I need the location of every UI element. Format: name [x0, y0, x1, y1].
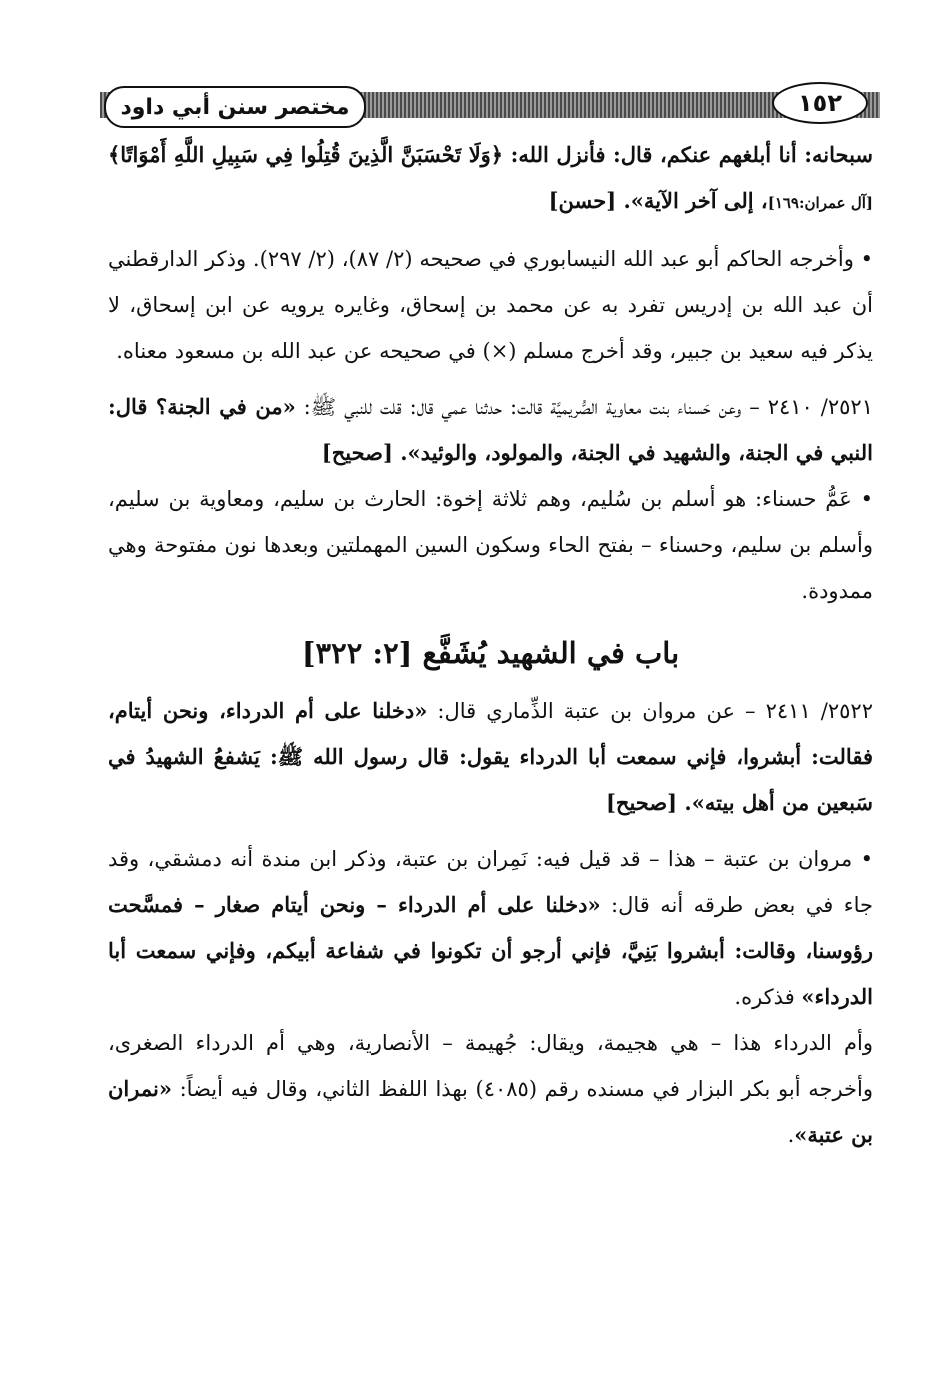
- page-number: ١٥٢: [772, 82, 868, 124]
- commentary-paragraph: [108, 836, 873, 1020]
- hadith-isnad: ٢٥٢٢/ ٢٤١١ – عن مروان بن عتبة الذِّماري قال:: [427, 699, 873, 723]
- quran-reference: [آل عمران:١٦٩]: [767, 194, 873, 212]
- commentary-text: .: [787, 1123, 795, 1147]
- commentary-paragraph: [108, 1020, 873, 1158]
- hadith-matn: «من في الجنة؟ قال: النبي في الجنة، والشهيد في الجنة، والمولود، والوئيد». [صحيح]: [108, 394, 873, 465]
- hadith-matn: «دخلنا على أم الدرداء، ونحن أيتام، فقالت: أبشروا، فإني سمعت أبا الدرداء يقول: قال رسول الله ﷺ: يَشفعُ الشهيدُ في سَبعين من أهل بيته». [صحيح]: [108, 698, 873, 815]
- quoted-name: «نمران بن عتبة»: [108, 1076, 873, 1147]
- grading-text: ، إلى آخر الآية». [حسن]: [548, 188, 768, 213]
- commentary-text: فذكره.: [734, 985, 802, 1009]
- hadith-isnad: ٢٥٢١/ ٢٤١٠ – وعن حَسناء بنت معاوية الصُّريميَّة قالت: حدثنا عمي قال: قلت للنبي ﷺ:: [295, 395, 873, 419]
- hadith-continuation: [108, 132, 873, 226]
- quran-verse-text: سبحانه: أنا أبلغهم عنكم، قال: فأنزل الله: ﴿وَلَا تَحْسَبَنَّ الَّذِينَ قُتِلُوا فِي سَبِيلِ اللَّهِ أَمْوَاتًا﴾: [108, 142, 873, 167]
- page-header: [100, 82, 880, 126]
- commentary-paragraph: • عَمُّ حسناء: هو أسلم بن سُليم، وهم ثلاثة إخوة: الحارث بن سليم، ومعاوية بن سليم، وأسلم بن سليم، وحسناء – بفتح الحاء وسكون السين المهملتين وبعدها نون مفتوحة وهي ممدودة.: [108, 487, 873, 603]
- commentary-paragraph: • وأخرجه الحاكم أبو عبد الله النيسابوري في صحيحه (٢/ ٨٧)، (٢/ ٢٩٧). وذكر الدارقطني أن عبد الله بن إدريس تفرد به عن محمد بن إسحاق، وغايره يرويه عن ابن إسحاق، لا يذكر فيه سعيد بن جبير، وقد أخرج مسلم (×) في صحيحه عن عبد الله بن مسعود معناه.: [108, 247, 873, 363]
- hadith-2521: [108, 384, 873, 476]
- commentary-text: وأم الدرداء هذا – هي هجيمة، ويقال: جُهيمة – الأنصارية، وهي أم الدرداء الصغرى، وأخرجه أبو بكر البزار في مسنده رقم (٤٠٨٥) بهذا اللفظ الثاني، وقال فيه أيضاً:: [108, 1031, 873, 1101]
- hadith-2522: [108, 688, 873, 826]
- quoted-narration: «دخلنا على أم الدرداء – ونحن أيتام صغار – فمسَّحت رؤوسنا، وقالت: أبشروا بَنِيَّ، فإني أرجو أن تكونوا في شفاعة أبيكم، وفإني سمعت أبا الدرداء»: [108, 892, 873, 1009]
- book-title: مختصر سنن أبي داود: [104, 86, 366, 128]
- chapter-heading: باب في الشهيد يُشَفَّع [٢: ٣٢٢]: [301, 636, 680, 670]
- commentary-text: • مروان بن عتبة – هذا – قد قيل فيه: نَمِران بن عتبة، وذكر ابن مندة أنه دمشقي، وقد جاء في بعض طرقه أنه قال:: [108, 847, 874, 917]
- page-body: [108, 132, 873, 1158]
